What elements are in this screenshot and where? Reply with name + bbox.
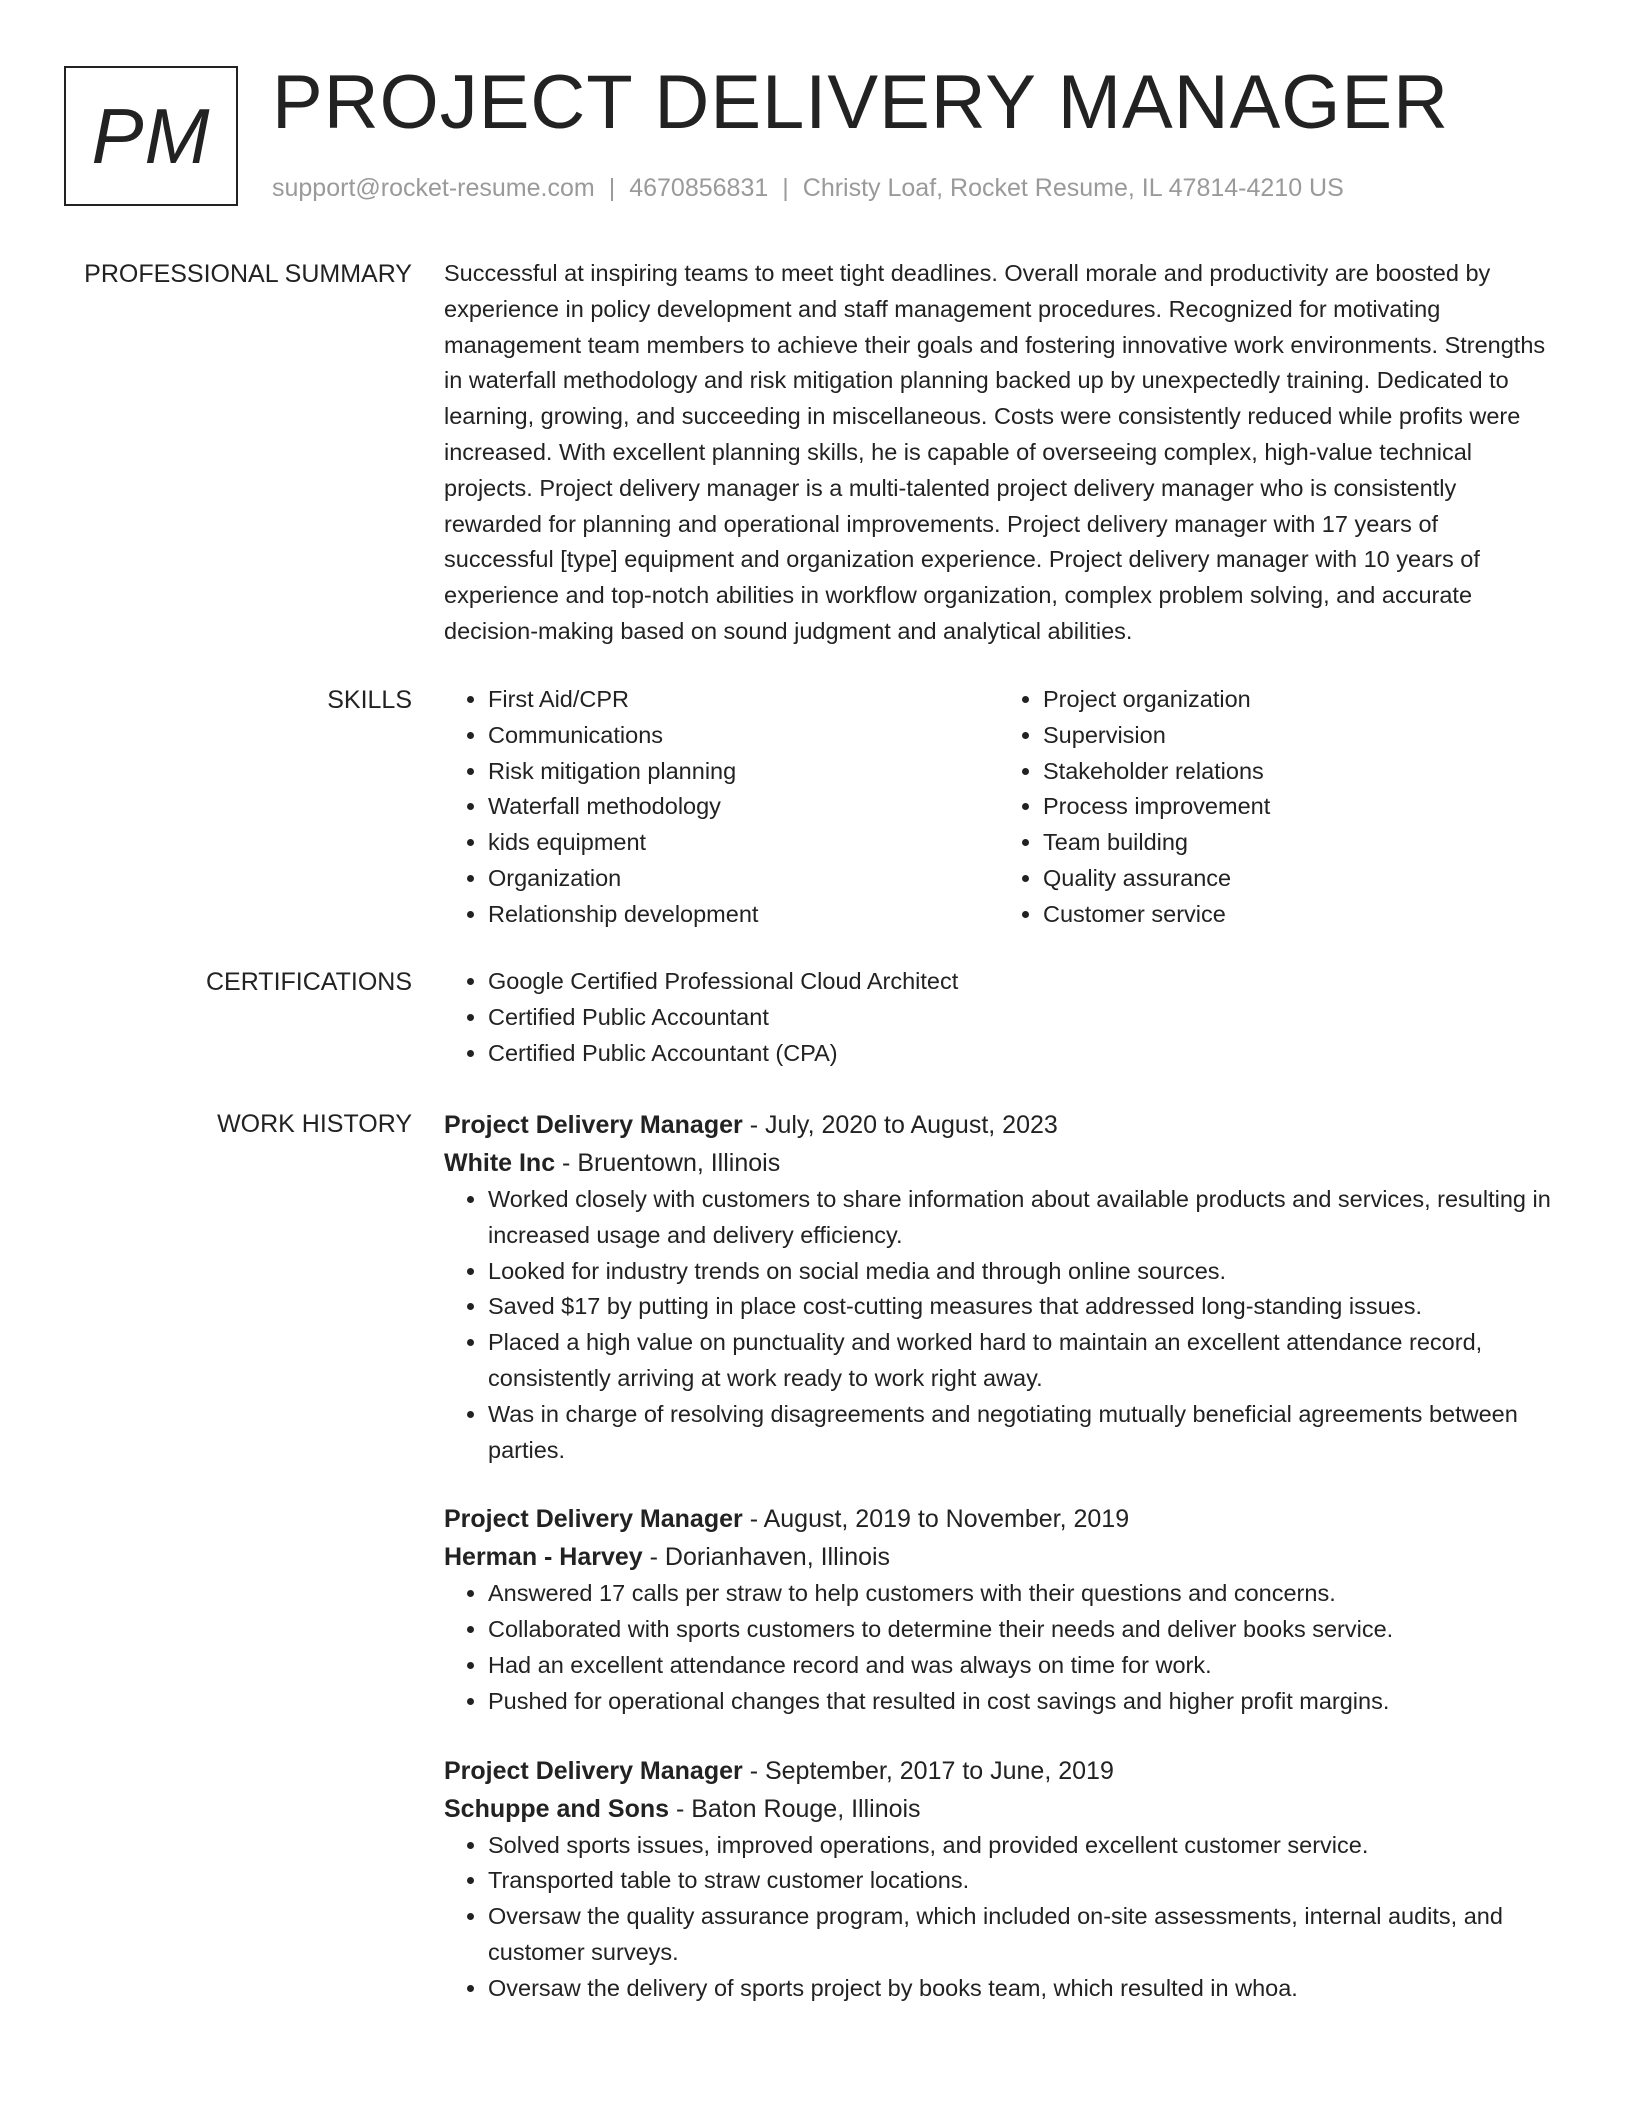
job-title-line [444,1500,1554,1538]
skill-item: • Team building [1043,825,1554,861]
skill-item: • kids equipment [488,825,999,861]
job-bullet: • Collaborated with sports customers to determine their needs and deliver books service. [488,1612,1554,1648]
certification-item: • Certified Public Accountant [488,1000,1554,1036]
job-bullet: • Worked closely with customers to share information about available products and services, resulting in increased usage and delivery efficiency. [488,1182,1554,1254]
job-company-line [444,1144,1554,1182]
monogram-initials: PM [91,91,211,180]
job-bullet: • Was in charge of resolving disagreements and negotiating mutually beneficial agreements between parties. [488,1397,1554,1469]
job-bullet: • Pushed for operational changes that resulted in cost savings and higher profit margins. [488,1684,1554,1720]
contact-address: Christy Loaf, Rocket Resume, IL 47814-4210 US [802,174,1344,202]
skill-item: • Organization [488,861,999,897]
contact-separator: | [608,174,616,202]
job-bullet: • Looked for industry trends on social media and through online sources. [488,1254,1554,1290]
job-entry [444,1752,1554,2007]
skill-item: • Risk mitigation planning [488,754,999,790]
summary-text: Successful at inspiring teams to meet tight deadlines. Overall morale and productivity are boosted by experience in policy development and staff management procedures. Recognized for motivating management team members to achieve their goals and fostering innovative work environments. Strengths in waterfall methodology and risk mitigation planning backed up by unexpectedly training. Dedicated to learning, growing, and succeeding in miscellaneous. Costs were consistently reduced while profits were increased. With excellent planning skills, he is capable of overseeing complex, high-value technical projects. Project delivery manager is a multi-talented project delivery manager who is consistently rewarded for planning and operational improvements. Project delivery manager with 17 years of successful [type] equipment and organization experience. Project delivery manager with 10 years of experience and top-notch abilities in workflow organization, complex problem solving, and accurate decision-making based on sound judgment and analytical abilities. [444,260,1546,644]
job-location: - Baton Rouge, Illinois [669,1794,921,1823]
job-bullet: • Oversaw the quality assurance program, which included on-site assessments, internal audits, and customer surveys. [488,1899,1554,1971]
job-location: - Bruentown, Illinois [555,1149,781,1177]
job-company-line [444,1790,1554,1828]
job-dates: - July, 2020 to August, 2023 [742,1111,1058,1139]
job-company: White Inc [444,1149,556,1177]
skill-item: • Process improvement [1043,789,1554,825]
certification-item: • Google Certified Professional Cloud Architect [488,964,1554,1000]
job-dates: - August, 2019 to November, 2019 [742,1505,1130,1534]
job-bullet: • Placed a high value on punctuality and worked hard to maintain an excellent attendance record, consistently arriving at work ready to work right away. [488,1325,1554,1397]
skill-item: • Relationship development [488,897,999,933]
skills-list-right [999,682,1554,933]
skill-item: • Waterfall methodology [488,789,999,825]
job-role: Project Delivery Manager [444,1505,743,1534]
job-entry [444,1106,1554,1468]
skill-item: • Supervision [1043,718,1554,754]
skill-item: • Quality assurance [1043,861,1554,897]
job-bullet: • Solved sports issues, improved operations, and provided excellent customer service. [488,1828,1554,1864]
job-company-line [444,1538,1554,1576]
job-dates: - September, 2017 to June, 2019 [742,1756,1114,1785]
job-role: Project Delivery Manager [444,1111,743,1139]
job-bullet: • Saved $17 by putting in place cost-cutting measures that addressed long-standing issues. [488,1289,1554,1325]
job-company: Schuppe and Sons [444,1794,670,1823]
job-company: Herman - Harvey [444,1543,643,1572]
skill-item: • Project organization [1043,682,1554,718]
resume-title: PROJECT DELIVERY MANAGER [272,60,1449,145]
certifications-list [444,964,1554,1071]
skills-list-left [444,682,999,933]
contact-line [272,174,1344,203]
job-bullet: • Oversaw the delivery of sports project by books team, which resulted in whoa. [488,1971,1554,2007]
contact-phone[interactable]: 4670856831 [629,174,769,202]
skill-item: • First Aid/CPR [488,682,999,718]
monogram-logo [64,66,238,206]
skill-item: • Communications [488,718,999,754]
certifications-heading: CERTIFICATIONS [205,968,412,996]
contact-email[interactable]: support@rocket-resume.com [272,174,595,202]
job-bullets [444,1182,1554,1468]
certification-item: • Certified Public Accountant (CPA) [488,1036,1554,1072]
job-role: Project Delivery Manager [444,1756,743,1785]
job-bullet: • Had an excellent attendance record and was always on time for work. [488,1648,1554,1684]
job-location: - Dorianhaven, Illinois [642,1543,891,1572]
job-entry [444,1500,1554,1719]
job-title-line [444,1752,1554,1790]
job-title-line [444,1106,1554,1144]
skill-item: • Stakeholder relations [1043,754,1554,790]
job-bullets [444,1828,1554,2007]
job-bullets [444,1576,1554,1719]
job-bullet: • Transported table to straw customer locations. [488,1863,1554,1899]
summary-heading: PROFESSIONAL SUMMARY [84,260,412,288]
work-history-heading: WORK HISTORY [217,1110,412,1138]
skill-item: • Customer service [1043,897,1554,933]
job-bullet: • Answered 17 calls per straw to help customers with their questions and concerns. [488,1576,1554,1612]
skills-heading: SKILLS [327,686,412,714]
contact-separator: | [782,174,789,202]
